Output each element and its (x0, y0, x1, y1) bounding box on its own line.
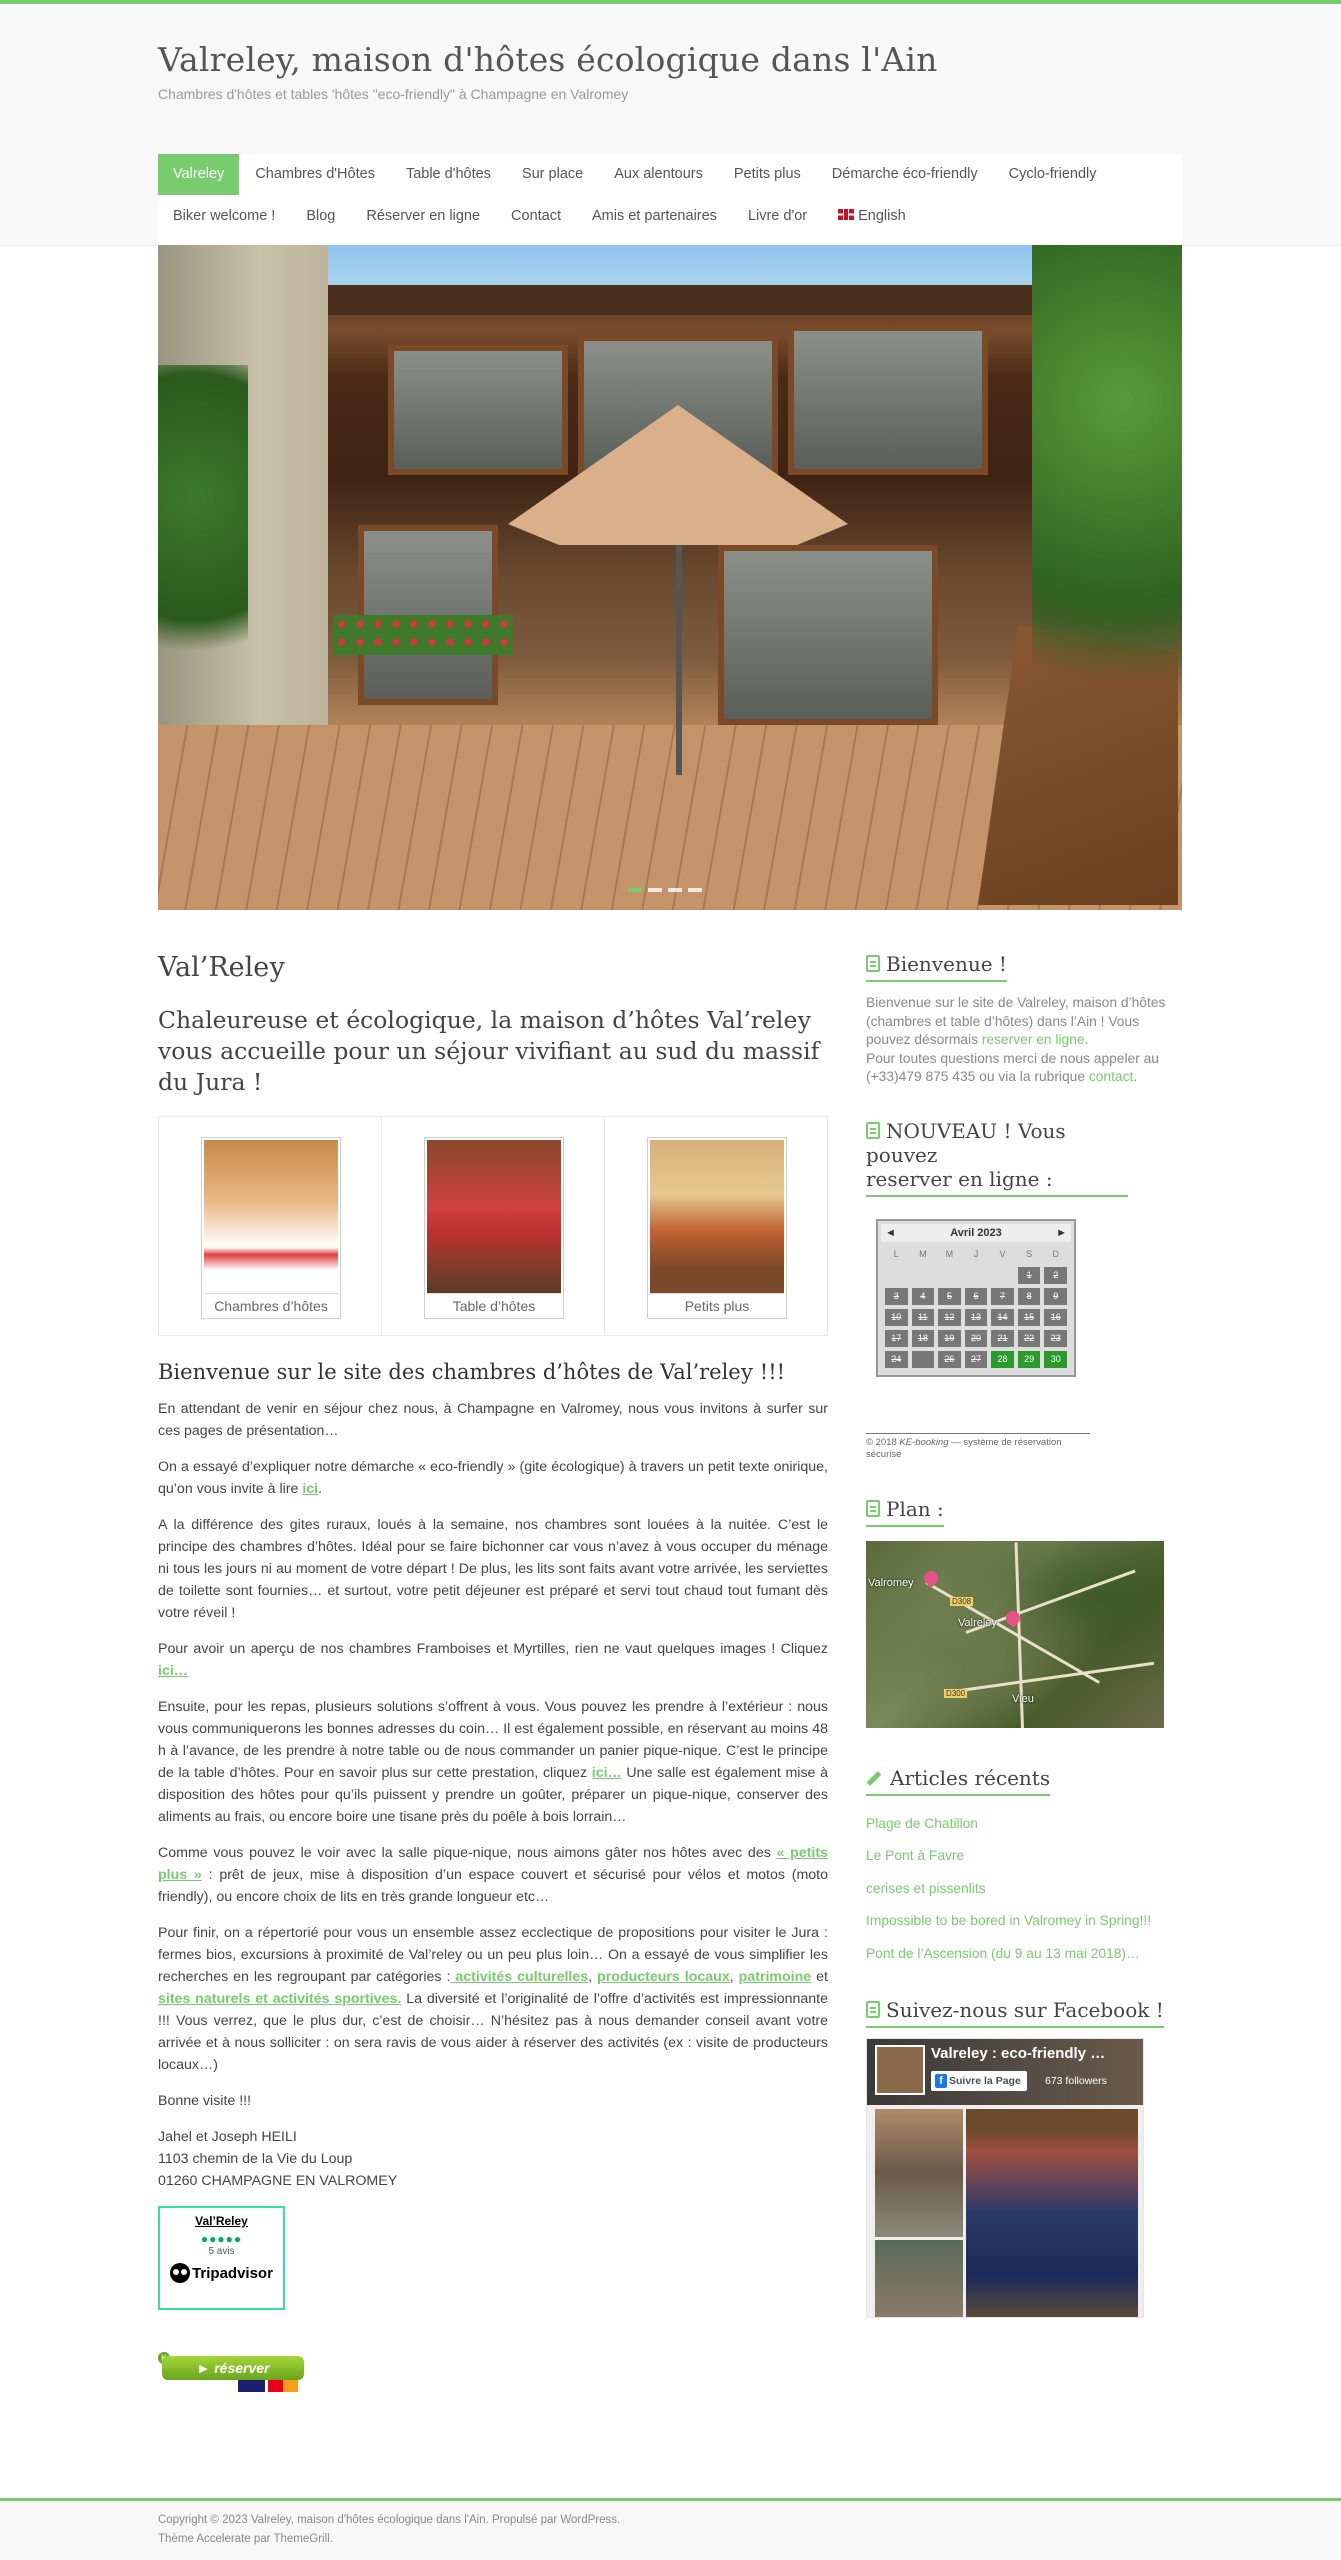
rating-icon: ●●●●● (200, 2232, 243, 2246)
gallery-cell (159, 1117, 382, 1335)
signature-address: 1103 chemin de la Vie du Loup (158, 2151, 353, 2167)
calendar-weekday: V (999, 1248, 1006, 1259)
rooms-paragraph: A la différence des gites ruraux, loués à la semaine, nos chambres sont louées à la nuitée. C’est le principe des chambres d’hôtes. Idéal pour se faire bichonner car vous n’avez à vous occuper du ménage ni tous les jours ni au moment de votre départ ! De plus, les lits sont faits avant votre arrivée, les serviettes de toilette sont fournies… et surtout, votre petit déjeuner est préparé et servi tout chaud tout fumant dès votre réveil ! (158, 1517, 828, 1621)
map-label: Valromey (868, 1576, 914, 1589)
nav-item-blog[interactable]: Blog (306, 208, 336, 224)
photos-paragraph (158, 1638, 828, 1682)
prev-month-icon[interactable]: ◄ (885, 1226, 896, 1239)
site-title[interactable]: Valreley, maison d'hôtes écologique dans l'Ain (158, 40, 938, 79)
calendar-day[interactable]: 15 (1018, 1309, 1041, 1326)
calendar-weekday: S (1026, 1248, 1033, 1259)
calendar-weekday: J (973, 1248, 979, 1259)
calendar-day[interactable]: 28 (991, 1351, 1014, 1368)
gallery-item-chambres[interactable] (201, 1137, 341, 1319)
facebook-page-name[interactable]: Valreley : eco-friendly … (931, 2045, 1106, 2062)
text: — système de réservation sécurisé (866, 1436, 1062, 1460)
nav-item-valreley[interactable]: Valreley (158, 154, 239, 195)
nature-sports-link[interactable]: sites naturels et activités sportives. (158, 1991, 402, 2007)
nav-item-biker[interactable]: Biker welcome ! (173, 208, 276, 224)
facebook-photo[interactable] (875, 2240, 963, 2317)
widget-recent-posts (866, 1766, 1186, 1971)
footer-copyright: Copyright © 2023 Valreley, maison d'hôtes écologique dans l'Ain. Propulsé par WordPress. Thème Accelerate par ThemeGrill. (158, 2514, 621, 2545)
tripadvisor-name[interactable]: Val’Releу (195, 2214, 248, 2228)
calendar-day (885, 1267, 908, 1284)
slider-pager (628, 888, 702, 892)
calendar-day[interactable]: 2 (1044, 1267, 1067, 1284)
calendar-day[interactable]: 16 (1044, 1309, 1067, 1326)
reserve-online-link[interactable]: reserver en ligne (981, 1032, 1085, 1047)
widget-plan (866, 1497, 1186, 1728)
signature-city: 01260 CHAMPAGNE EN VALROMEY (158, 2173, 398, 2189)
text: Bienvenue sur le site de Valreley, maison d’hôtes (chambres et table d’hôtes) dans l’Ain ! Vous pouvez désormais (866, 995, 1166, 1047)
document-icon (866, 955, 880, 972)
map-label: Valreley (958, 1616, 997, 1629)
map-pin-icon[interactable] (921, 1568, 941, 1588)
tripadvisor-logo[interactable] (160, 2263, 283, 2283)
nav-item-livre[interactable]: Livre d'or (747, 208, 808, 224)
nav-item-alentours[interactable]: Aux alentours (614, 166, 703, 182)
calendar-day[interactable]: 19 (938, 1330, 961, 1347)
cultural-activities-link[interactable]: activités culturelles (450, 1969, 589, 1985)
calendar-day[interactable]: 18 (912, 1330, 935, 1347)
nav-item-english-label: English (858, 208, 906, 224)
slider-dot[interactable] (668, 888, 682, 892)
calendar-day[interactable]: 9 (1044, 1288, 1067, 1305)
nav-item-amis[interactable]: Amis et partenaires (592, 208, 717, 224)
slider-dot[interactable] (648, 888, 662, 892)
calendar-day[interactable]: 30 (1044, 1351, 1067, 1368)
hero-window (788, 325, 988, 475)
widget-title-text: Plan : (886, 1496, 944, 1521)
tripadvisor-reviews: 5 avis (208, 2246, 235, 2257)
nav-item-demarche[interactable]: Démarche éco-friendly (831, 166, 978, 182)
reserve-label: réserver (214, 2360, 270, 2376)
calendar-grid (881, 1242, 1071, 1372)
map-road-tag: D308 (952, 1596, 972, 1606)
text: © 2018 (866, 1436, 900, 1448)
nav-item-petits-plus[interactable]: Petits plus (733, 166, 801, 182)
text: On a essayé d’expliquer notre démarche « eco-friendly » (gite écologique) à travers un petit texte onirique, qu’on vous invite à lire (158, 1459, 828, 1497)
activities-paragraph (158, 1922, 828, 2076)
calendar-day[interactable]: 6 (965, 1288, 988, 1305)
hero-plant-left (158, 365, 248, 695)
extras-paragraph (158, 1842, 828, 1908)
calendar-day[interactable]: 10 (885, 1309, 908, 1326)
widget-title (866, 1119, 1128, 1197)
hero-window (718, 545, 938, 725)
calendar-day[interactable]: 4 (912, 1288, 935, 1305)
calendar-day[interactable]: 24 (885, 1351, 908, 1368)
text: Ensuite, pour les repas, plusieurs solutions s’offrent à vous. Vous pouvez les prendre à l’extérieur : nous vous communiquerons les bonnes adresses du coin… Il est également possible, en réservant au moins 48 h à l’avance, de les prendre à notre table ou de nous commander un panier pique-nique. C’est le principe de la table d’hôtes. Pour en savoir plus sur cette prestation, cliquez (158, 1699, 828, 1781)
calendar-day[interactable]: 29 (1018, 1351, 1041, 1368)
calendar-day[interactable]: 22 (1018, 1330, 1041, 1347)
widget-title-text: Articles récents (890, 1765, 1051, 1790)
nav-item-english[interactable] (823, 196, 921, 237)
gallery-photo[interactable] (427, 1140, 561, 1293)
slider-dot[interactable] (688, 888, 702, 892)
hero-window (388, 345, 568, 475)
local-producers-link[interactable]: producteurs locaux (597, 1969, 730, 1985)
recent-post-link[interactable]: cerises et pissenlits (866, 1880, 986, 1896)
facebook-avatar[interactable] (875, 2045, 925, 2095)
gallery-cell (382, 1117, 605, 1335)
site-header (0, 4, 1341, 246)
kebooking-credit (866, 1433, 1090, 1461)
contact-link[interactable]: contact (1088, 1069, 1134, 1084)
hero-plant-right (1032, 245, 1182, 765)
calendar-day[interactable]: 13 (965, 1309, 988, 1326)
text: . (318, 1481, 323, 1497)
calendar-day[interactable]: 27 (965, 1351, 988, 1368)
hero-slider[interactable] (158, 245, 1182, 910)
page-lead: Chaleureuse et écologique, la maison d’hôtes Val’releу vous accueille pour un séjour vivifiant au sud du massif du Jura ! (158, 1006, 820, 1096)
sidebar (866, 952, 1186, 2344)
facebook-photo[interactable] (875, 2109, 963, 2237)
text: , (729, 1969, 739, 1985)
calendar-day[interactable]: 1 (1018, 1267, 1041, 1284)
map-label: Vieu (1012, 1692, 1034, 1705)
main-navigation (158, 154, 1183, 245)
site-footer (0, 2498, 1341, 2560)
calendar-day[interactable]: 17 (885, 1330, 908, 1347)
text: Pour finir, on a répertorié pour vous un ensemble assez ecclectique de propositions pour visiter le Jura : fermes bios, excursions à proximité de Val’releу ou un peu plus loin… On a essayé de vous simplifier les recherches en les regroupant par catégories : (158, 1925, 828, 1985)
text: Comme vous pouvez le voir avec la salle pique-nique, nous aimons gâter nos hôtes avec des (158, 1845, 777, 1861)
signature (158, 2126, 828, 2192)
widget-welcome (866, 952, 1186, 1087)
widget-facebook (866, 1998, 1186, 2318)
calendar-day[interactable]: 12 (938, 1309, 961, 1326)
heritage-link[interactable]: patrimoine (738, 1969, 812, 1985)
calendar-month: Avril 2023 (950, 1226, 1002, 1239)
gallery-photo[interactable] (650, 1140, 784, 1293)
text: Une salle est également mise à disposition des hôtes pour qu’ils puissent y prendre un goûter, préparer un pique-nique, conserver des aliments au frais, ou encore boire une tisane près du poêle à bois lorrain… (158, 1765, 829, 1825)
text: Pour avoir un aperçu de nos chambres Framboises et Myrtilles, rien ne vaut quelques images ! Cliquez (158, 1641, 828, 1657)
gallery-item-table[interactable] (424, 1137, 564, 1319)
welcome-text (866, 994, 1186, 1087)
site-description: Chambres d'hôtes et tables 'hôtes "eco-friendly" à Champagne en Valromey (158, 86, 629, 102)
booking-calendar (876, 1219, 1076, 1377)
calendar-day[interactable]: 20 (965, 1330, 988, 1347)
intro-paragraph: En attendant de venir en séjour chez nous, à Champagne en Valromey, nous vous invitons à surfer sur ces pages de présentation… (158, 1401, 828, 1439)
nav-item-chambres[interactable]: Chambres d'Hôtes (255, 166, 375, 182)
facebook-photo[interactable] (966, 2109, 1138, 2317)
slider-dot[interactable] (628, 888, 642, 892)
calendar-day[interactable]: 11 (912, 1309, 935, 1326)
kebooking-link[interactable]: KE-booking (899, 1436, 949, 1448)
nav-item-reserver[interactable]: Réserver en ligne (366, 208, 481, 224)
owl-icon (170, 2263, 190, 2283)
document-icon (866, 2001, 880, 2018)
gallery-caption: Petits plus (650, 1293, 784, 1318)
page-title: Val’Releу (158, 952, 286, 983)
calendar-header (881, 1224, 1071, 1242)
calendar-day[interactable]: 23 (1044, 1330, 1067, 1347)
welcome-heading: Bienvenue sur le site des chambres d’hôtes de Val’releу !!! (158, 1360, 786, 1384)
text: . (1133, 1069, 1138, 1084)
widget-title (866, 952, 1007, 982)
calendar-weekday: L (893, 1248, 899, 1259)
text: . (1084, 1032, 1089, 1047)
document-icon (866, 1122, 880, 1139)
widget-booking (866, 1119, 1186, 1461)
calendar-day (991, 1267, 1014, 1284)
meals-paragraph (158, 1696, 828, 1828)
recent-post-link[interactable]: Impossible to be bored in Valromey in Spring!!! (866, 1913, 1152, 1928)
recent-post-link[interactable]: Pont de l’Ascension (du 9 au 13 mai 2018)… (866, 1945, 1140, 1961)
pencil-icon (867, 1771, 882, 1786)
calendar-day (938, 1267, 961, 1284)
calendar-weekday: M (945, 1248, 954, 1259)
text: : prêt de jeux, mise à disposition d’un espace couvert et sécurisé pour vélos et motos (moto friendly), ou encore choix de lits en très grande longueur etc… (158, 1867, 828, 1905)
calendar-weekday: M (919, 1248, 927, 1259)
calendar-day[interactable]: 7 (991, 1288, 1014, 1305)
recent-post-link[interactable]: Le Pont à Favre (866, 1848, 965, 1863)
text: Pour toutes questions merci de nous appeler au (+33)479 875 435 ou via la rubrique (866, 1050, 1159, 1084)
gallery-caption: Chambres d’hôtes (204, 1293, 338, 1318)
text: , (588, 1969, 598, 1985)
tripadvisor-widget[interactable] (158, 2206, 285, 2310)
widget-title (866, 1998, 1164, 2028)
recent-posts-list (866, 1808, 1186, 1971)
nav-item-contact[interactable]: Contact (511, 208, 562, 224)
nav-item-cyclo[interactable]: Cyclo-friendly (1008, 166, 1097, 182)
reserve-button[interactable] (158, 2352, 308, 2394)
facebook-follow-button[interactable]: f Suivre la Page (931, 2071, 1027, 2091)
calendar-day[interactable]: 5 (938, 1288, 961, 1305)
widget-title-text-line2: reserver en ligne : (866, 1166, 1053, 1191)
hero-umbrella-pole (676, 535, 682, 775)
gallery-cell (605, 1117, 827, 1335)
map-road-tag: D300 (946, 1688, 966, 1698)
calendar-day (912, 1351, 935, 1368)
ecofriendly-paragraph (158, 1456, 828, 1500)
widget-title (866, 1766, 1050, 1796)
calendar-day (912, 1267, 935, 1284)
widget-title (866, 1497, 944, 1527)
map-road (946, 1661, 1154, 1693)
calendar-day[interactable]: 14 (991, 1309, 1014, 1326)
table-hotes-link[interactable]: ici… (591, 1765, 622, 1781)
petits-plus-link[interactable]: « petits plus » (158, 1845, 828, 1883)
gallery-item-petits-plus[interactable] (647, 1137, 787, 1319)
next-month-icon[interactable]: ► (1056, 1226, 1067, 1239)
text: La diversité et l’originalité de l’offre d’activités est impressionnante !!! Vous verrez, que le plus dur, c’est de choisir… N’hésitez pas à nous demander conseil avant votre arrivée et à nous solliciter : on sera ravis de vous aider à réserver des activités (ex : visite de producteurs locaux…) (158, 1991, 828, 2073)
calendar-day[interactable]: 3 (885, 1288, 908, 1305)
photo-gallery (158, 1116, 828, 1336)
location-map[interactable] (866, 1541, 1164, 1728)
text: et (811, 1969, 828, 1985)
uk-flag-icon (838, 209, 854, 220)
reserve-button-label[interactable]: ► réserver (162, 2356, 304, 2380)
closing-paragraph: Bonne visite !!! (158, 2093, 252, 2109)
ecofriendly-link[interactable]: ici (302, 1481, 319, 1497)
nav-item-table[interactable]: Table d'hôtes (405, 166, 491, 182)
widget-title-text: NOUVEAU ! Vous pouvez (866, 1118, 1066, 1167)
gallery-photo[interactable] (204, 1140, 338, 1293)
calendar-day[interactable]: 8 (1018, 1288, 1041, 1305)
recent-post-link[interactable]: Plage de Chatillon (866, 1815, 978, 1831)
calendar-weekday: D (1052, 1248, 1059, 1259)
calendar-day[interactable]: 21 (991, 1330, 1014, 1347)
tripadvisor-brand: Tripadvisor (192, 2265, 273, 2282)
widget-title-text: Suivez-nous sur Facebook ! (886, 1998, 1164, 2022)
hero-flowers (333, 615, 513, 655)
facebook-followers: 673 followers (1045, 2075, 1107, 2087)
nav-item-sur-place[interactable]: Sur place (521, 166, 584, 182)
document-icon (866, 1500, 880, 1517)
main-content (158, 952, 828, 2394)
gallery-caption: Table d’hôtes (427, 1293, 561, 1318)
payment-cards-icon (238, 2380, 298, 2392)
widget-title-text: Bienvenue ! (886, 952, 1007, 976)
rooms-photos-link[interactable]: ici… (158, 1663, 188, 1679)
calendar-day (965, 1267, 988, 1284)
calendar-day[interactable]: 26 (938, 1351, 961, 1368)
facebook-page-plugin[interactable] (866, 2038, 1144, 2318)
signature-names: Jahel et Joseph HEILI (158, 2129, 297, 2145)
